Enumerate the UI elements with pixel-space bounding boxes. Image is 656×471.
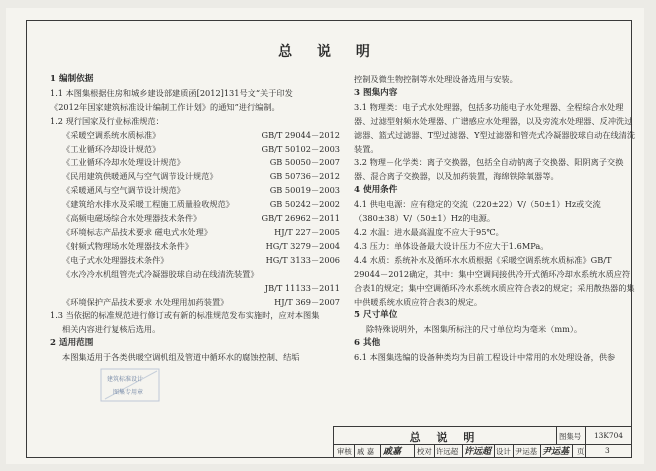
- right-column: [354, 73, 637, 365]
- standard-name: 《民用建筑供暖通风与空气调节设计规范》: [62, 171, 218, 182]
- para-1-3b: 相关内容进行复核后选用。: [62, 324, 161, 335]
- standard-name: 《射频式物理场水处理器技术条件》: [62, 240, 194, 251]
- standard-name: 《采暖通风与空气调节设计规范》: [62, 185, 185, 196]
- standard-code-long: JB/T 11133－2011: [264, 282, 340, 293]
- left-column: [50, 73, 340, 365]
- section-heading-1: 1 编制依据: [50, 74, 94, 84]
- para-4-2: 4.2 水温：进水最高温度不应大于95℃。: [354, 226, 504, 237]
- drawing-sheet: [6, 8, 644, 464]
- para-6-1: 6.1 本图集选编的设备种类均为目前工程设计中常用的水处理设备，供参: [354, 352, 616, 363]
- para-3-1: 3.1 物理类：电子式水处理器，包括多功能电子水处理器、全程综合水处理器、过滤型射频水处理器、广谱感应水处理器，以及旁流水处理器、反冲洗过滤器、篮式过滤器、T型过滤器、Y型过滤器和管壳式冷凝器胶球自动在线清洗装置。: [354, 101, 636, 154]
- standard-item: [50, 184, 340, 198]
- para-1-1b: 《2012年国家建筑标准设计编制工作计划》的通知”进行编制。: [50, 101, 280, 112]
- standard-name: 《环境保护产品技术要求 水处理用加药装置》: [62, 296, 229, 307]
- review-label: 审核: [337, 447, 352, 456]
- stamp-line-1: 建筑标准设计: [107, 376, 144, 383]
- standard-item: [50, 198, 340, 212]
- title-block-row-top: [334, 427, 631, 445]
- standard-item: [50, 129, 340, 143]
- para-1-2: 1.2 现行国家及行业标准规范：: [50, 115, 164, 126]
- standard-item: [50, 226, 340, 240]
- standard-item: [50, 156, 340, 170]
- atlas-label: 图集号: [559, 432, 582, 441]
- standard-name: 《高频电磁场综合水处理器技术条件》: [62, 213, 202, 224]
- check-label: 校对: [417, 447, 432, 456]
- stamp-watermark: [99, 365, 161, 405]
- designer-name: 尹运基: [515, 447, 538, 456]
- design-label: 设计: [496, 447, 511, 456]
- standard-name: 《环境标志产品技术要求 磁电式水处理》: [62, 226, 212, 237]
- standard-item: [50, 170, 340, 184]
- page-title: 总 说 明: [278, 44, 380, 60]
- para-5: 除特殊说明外，本图集所标注的尺寸单位均为毫米（mm）。: [366, 324, 583, 335]
- drawing-frame: [26, 20, 636, 458]
- standard-code: GB/T 29044－2012: [261, 129, 340, 140]
- para-4-1: 4.1 供电电源：应有稳定的交流（220±22）V/（50±1）Hz或交流（380±38）V/（50±1）Hz的电源。: [354, 199, 601, 224]
- section-heading-2: 2 适用范围: [50, 338, 94, 349]
- standard-item: [50, 212, 340, 226]
- para-4-3: 4.3 压力：单体设备最大设计压力不应大于1.6MPa。: [354, 240, 549, 251]
- standards-list: [50, 129, 340, 268]
- para-2: 本图集适用于各类供暖空调机组及管道中循环水的腐蚀控制、结垢: [62, 352, 300, 363]
- standard-code: GB 50242－2002: [269, 199, 340, 210]
- stamp-line-2: 图集专用章: [113, 389, 144, 396]
- stamp-icon: [99, 365, 161, 405]
- section-heading-4: 4 使用条件: [354, 185, 398, 196]
- page-number: 3: [605, 446, 610, 455]
- standard-item: [50, 240, 340, 254]
- standard-code: GB 50019－2003: [269, 185, 340, 196]
- para-continued: 控制及微生物控制等水处理设备选用与安装。: [354, 74, 518, 84]
- page-label: 页: [577, 447, 585, 456]
- designer-signature: 尹运基: [542, 447, 570, 457]
- section-heading-3: 3 图集内容: [354, 87, 398, 98]
- standard-item-last: [50, 296, 340, 310]
- standard-name: 《工业循环冷却设计规范》: [62, 143, 161, 154]
- section-heading-6: 6 其他: [354, 338, 381, 349]
- standard-code: GB 50050－2007: [269, 157, 340, 168]
- standard-name: 《电子式水处理器技术条件》: [62, 254, 169, 265]
- title-block: [333, 426, 632, 458]
- standard-name-long: 《水冷冷水机组管壳式冷凝器胶球自动在线清洗装置》: [62, 268, 259, 279]
- para-4-4: 4.4 水质：系统补水及循环水水质根据《采暖空调系统水质标准》GB/T 29044－2012确定，其中：集中空调间接供冷开式循环冷却水系统水质应符合表1的规定；集中空调循环冷水系统水质应符合表2的规定；采用散热器的集中供暖系统水质应符合表3的规定。: [354, 254, 635, 307]
- reviewer-name: 戚 嘉: [357, 447, 375, 456]
- para-3-2: 3.2 物理－化学类：离子交换器，包括全自动钠离子交换器、阳阴离子交换器、混合离子交换器，以及加药装置，海绵铁除氧器等。: [354, 157, 624, 182]
- standard-item: [50, 254, 340, 268]
- reviewer-signature: 戚嘉: [383, 447, 402, 457]
- standard-code: GB 50736－2012: [269, 171, 340, 182]
- standard-code: GB/T 50102－2003: [261, 143, 340, 154]
- standard-item: [50, 143, 340, 157]
- standard-code: HJ/T 227－2005: [274, 226, 340, 237]
- standard-name: 《采暖空调系统水质标准》: [62, 129, 161, 140]
- title-block-row-bottom: [334, 444, 631, 458]
- standard-name: 《工业循环冷却水处理设计规范》: [62, 157, 185, 168]
- title-block-name: 总 说 明: [409, 431, 481, 444]
- para-1-3a: 1.3 当依据的标准规范进行修订或有新的标准规范发布实施时，应对本图集: [50, 310, 320, 321]
- standard-code: HG/T 3133－2006: [265, 254, 340, 265]
- standard-code: HJ/T 369－2007: [274, 296, 340, 307]
- standard-code: GB/T 26962－2011: [261, 213, 340, 224]
- standard-name: 《建筑给水排水及采暖工程施工质量验收规范》: [62, 199, 234, 210]
- checker-signature: 许远超: [464, 447, 492, 457]
- para-1-1a: 1.1 本图集根据住房和城乡建设部建质函[2012]131号文“关于印发: [50, 87, 293, 98]
- standard-code: HG/T 3279－2004: [265, 240, 340, 251]
- checker-name: 许远超: [436, 447, 459, 456]
- atlas-number: 13K704: [593, 431, 624, 440]
- section-heading-5: 5 尺寸单位: [354, 310, 398, 321]
